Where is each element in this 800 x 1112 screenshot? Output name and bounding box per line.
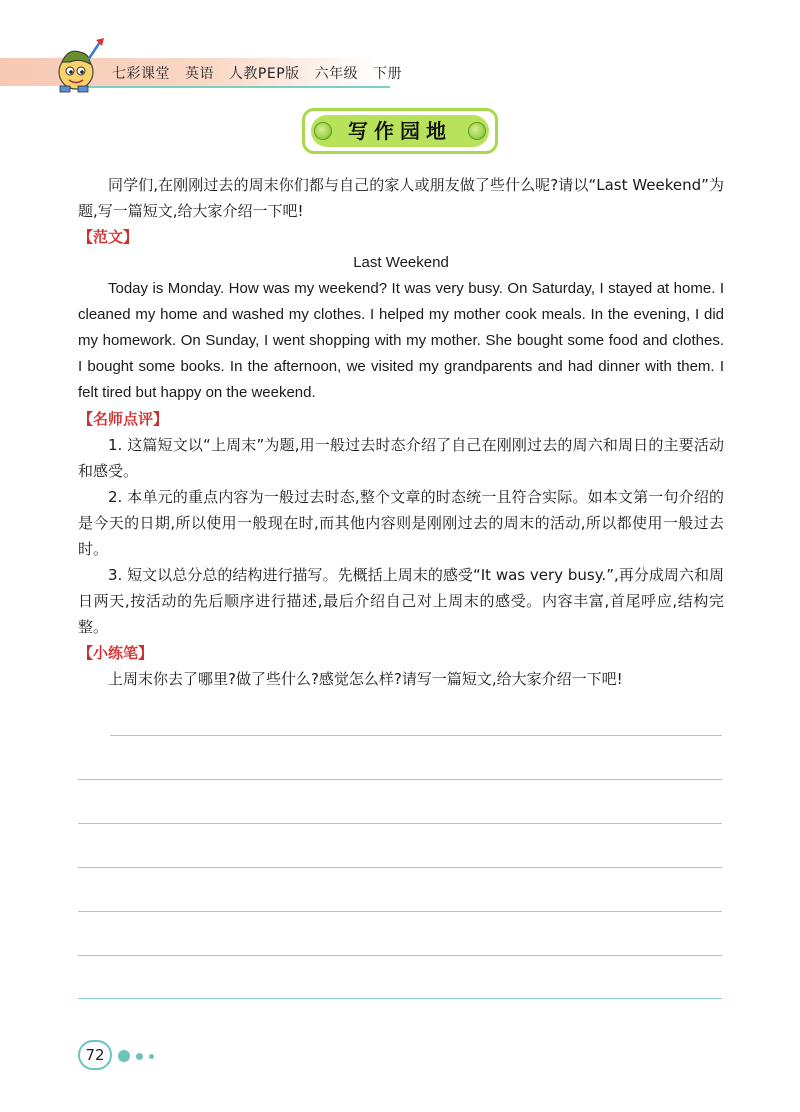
mascot-icon bbox=[50, 38, 110, 94]
writing-line[interactable] bbox=[78, 998, 722, 999]
commentary-point: 3. 短文以总分总的结构进行描写。先概括上周末的感受“It was very busy.”,再分成周六和周日两天,按活动的先后顺序进行描述,最后介绍自己对上周末的感受。内容丰富,首尾呼应,结构完整。 bbox=[78, 566, 724, 636]
practice-prompt: 上周末你去了哪里?做了些什么?感觉怎么样?请写一篇短文,给大家介绍一下吧! bbox=[108, 670, 623, 688]
bullet-dot-icon bbox=[468, 122, 486, 140]
page-number: 72 bbox=[78, 1040, 112, 1070]
subject-name: 英语 bbox=[184, 66, 214, 82]
sample-label: 【范文】 bbox=[78, 228, 139, 246]
writing-line[interactable] bbox=[78, 955, 722, 956]
series-name: 七彩课堂 bbox=[112, 66, 170, 82]
edition-name: 人教PEP版 bbox=[228, 66, 300, 82]
writing-line[interactable] bbox=[78, 911, 722, 912]
writing-line[interactable] bbox=[78, 867, 722, 868]
sample-body: Today is Monday. How was my weekend? It was very busy. On Saturday, I stayed at home. I cleaned my home and washed my clothes. I helped my mother cook meals. In the evening, I did my homework. On Sunday, I went shopping with my mother. She bought some food and clothes. I bought some books. In the afternoon, we visited my grandparents and had dinner with them. I felt tired but happy on the weekend. bbox=[78, 280, 724, 401]
writing-line[interactable] bbox=[78, 779, 722, 780]
decor-dot-icon bbox=[149, 1054, 154, 1059]
section-title: 写作园地 bbox=[348, 119, 452, 143]
decor-dot-icon bbox=[118, 1050, 130, 1062]
page-content bbox=[78, 172, 724, 692]
writing-prompt: 同学们,在刚刚过去的周末你们都与自己的家人或朋友做了些什么呢?请以“Last Weekend”为题,写一篇短文,给大家介绍一下吧! bbox=[78, 176, 724, 220]
decor-dot-icon bbox=[136, 1053, 143, 1060]
commentary-point: 1. 这篇短文以“上周末”为题,用一般过去时态介绍了自己在刚刚过去的周六和周日的主要活动和感受。 bbox=[78, 436, 724, 480]
writing-line[interactable] bbox=[110, 735, 722, 736]
commentary-point: 2. 本单元的重点内容为一般过去时态,整个文章的时态统一且符合实际。如本文第一句介绍的是今天的日期,所以使用一般现在时,而其他内容则是刚刚过去的周末的活动,所以都使用一般过去时。 bbox=[78, 488, 724, 558]
grade-name: 六年级 bbox=[314, 66, 359, 82]
practice-label: 【小练笔】 bbox=[78, 644, 154, 662]
volume-name: 下册 bbox=[373, 66, 403, 82]
sample-title: Last Weekend bbox=[353, 254, 449, 271]
commentary-label: 【名师点评】 bbox=[78, 410, 169, 428]
writing-line[interactable] bbox=[78, 823, 722, 824]
book-header bbox=[112, 63, 412, 83]
bullet-dot-icon bbox=[314, 122, 332, 140]
